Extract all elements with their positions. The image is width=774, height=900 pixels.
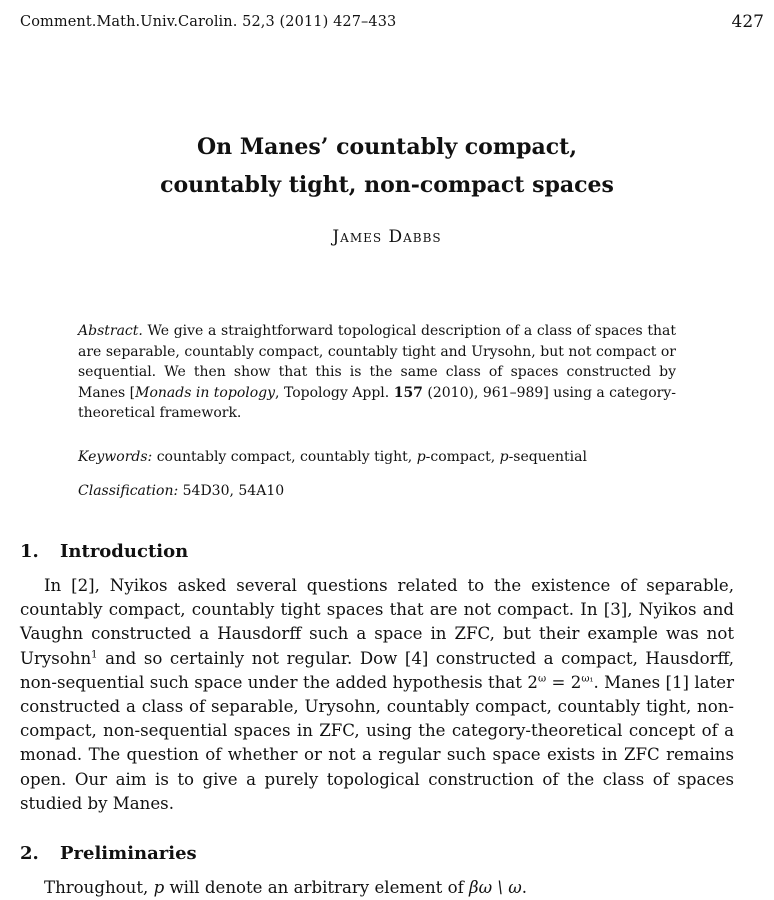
page-number: 427 — [731, 12, 764, 32]
section-heading-introduction — [20, 541, 188, 562]
exponent-omega-1: ω₁ — [581, 673, 594, 685]
title-line-1: On Manes’ countably compact, — [197, 134, 577, 160]
preliminaries-paragraph — [44, 878, 527, 897]
paper-title — [0, 128, 774, 204]
abstract-text-1: We give a straightforward topological description of a class of spaces that are separable, countably compact, countably tight and Urysohn, but not compact or sequential. We then show that this is the same class of spaces constructed by Manes [ — [78, 323, 676, 401]
section-number: 1. — [20, 541, 39, 562]
classification — [78, 483, 284, 499]
keywords-p-1: p — [416, 449, 426, 465]
section-heading-preliminaries — [20, 843, 197, 864]
title-line-2: countably tight, non-compact spaces — [160, 172, 614, 198]
abstract-volume: 157 — [393, 384, 423, 401]
abstract-label: Abstract. — [78, 323, 143, 339]
keywords-text-3: -sequential — [508, 449, 587, 465]
prelim-p: p — [153, 878, 165, 897]
introduction-paragraph — [20, 574, 734, 816]
prelim-text-2: will denote an arbitrary element of — [164, 878, 469, 897]
journal-header: Comment.Math.Univ.Carolin. 52,3 (2011) 427–433 — [20, 14, 397, 30]
abstract-text-3: (2010), 961–989] using a category-theoretical framework. — [78, 384, 676, 421]
section-title: Preliminaries — [60, 843, 197, 864]
footnote-marker: 1 — [91, 649, 98, 661]
abstract — [78, 321, 676, 424]
intro-text-1: In [2], Nyikos asked several questions related to the existence of separable, countably compact, countably tight spaces that are not compact. In [3], Nyikos and Vaughn constructed a Hausdorff such a space in ZFC, but their example was not Urysohn — [20, 576, 734, 668]
keywords — [78, 449, 587, 465]
exponent-omega: ω — [537, 673, 547, 685]
intro-text-3: = 2 — [546, 672, 582, 692]
abstract-text-2: , Topology Appl. — [275, 384, 394, 401]
intro-text-2: and so certainly not regular. Dow [4] constructed a compact, Hausdorff, non-sequential such space under the added hypothesis that 2 — [20, 648, 734, 692]
keywords-p-2: p — [499, 449, 509, 465]
classification-text: 54D30, 54A10 — [178, 483, 285, 499]
prelim-text-1: Throughout, — [44, 878, 154, 897]
abstract-ref-title: Monads in topology — [135, 384, 276, 401]
keywords-label: Keywords: — [78, 449, 153, 465]
keywords-text-1: countably compact, countably tight, — [152, 449, 417, 465]
prelim-set: βω \ ω — [468, 878, 522, 897]
author-name: James Dabbs — [332, 227, 442, 247]
intro-text-4: . Manes [1] later constructed a class of separable, Urysohn, countably compact, countably tight, non-compact, non-sequential spaces in ZFC, using the category-theoretical concept of a monad. The question of whether or not a regular such space exists in ZFC remains open. Our aim is to give a purely topological construction of the class of spaces studied by Manes. — [20, 672, 734, 813]
section-title: Introduction — [60, 541, 189, 562]
prelim-text-3: . — [521, 878, 528, 897]
keywords-text-2: -compact, — [425, 449, 500, 465]
section-number: 2. — [20, 843, 39, 864]
classification-label: Classification: — [78, 483, 179, 499]
